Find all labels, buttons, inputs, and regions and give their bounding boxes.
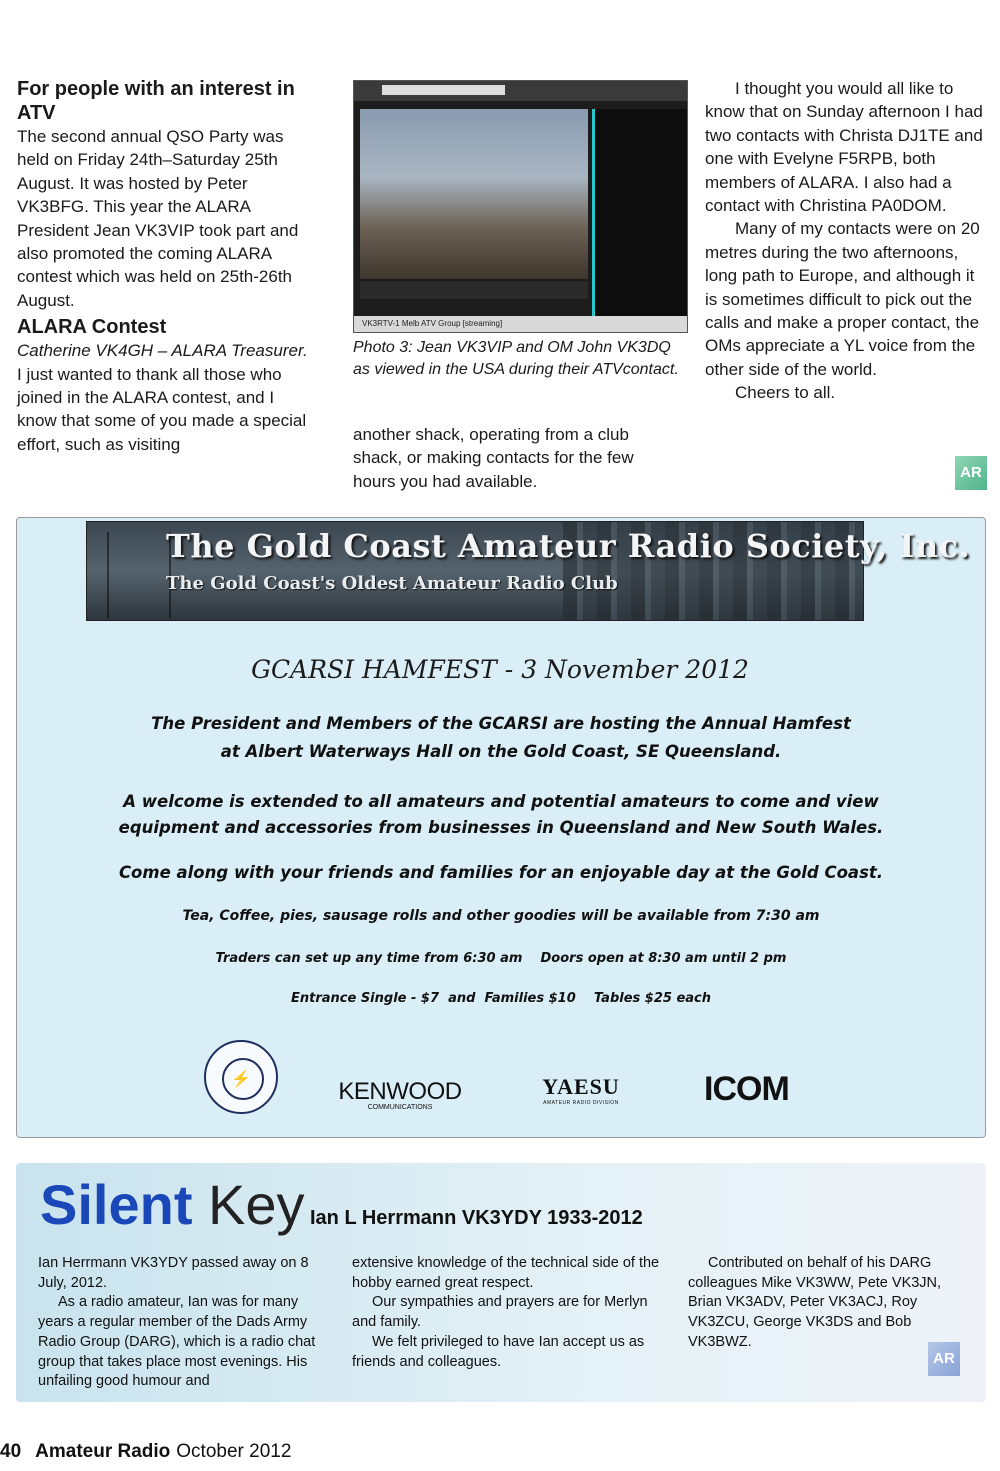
wia-logo: [204, 1040, 278, 1114]
hamfest-line-1b: at Albert Waterways Hall on the Gold Coast, SE Queensland.: [220, 742, 782, 761]
hamfest-line-2b: equipment and accessories from businesses in Queensland and New South Wales.: [118, 818, 884, 837]
silent-key-title-key: Key: [208, 1173, 305, 1236]
kenwood-logo-sub: COMMUNICATIONS: [367, 1104, 433, 1111]
silent-key-col2-p2: Our sympathies and prayers are for Merlyn and family.: [352, 1294, 648, 1331]
silent-key-col-1: [38, 1254, 328, 1392]
atv-stream-photo: [353, 80, 688, 333]
hamfest-line-4: Tea, Coffee, pies, sausage rolls and other goodies will be available from 7:30 am: [182, 908, 820, 924]
hamfest-line-2a: A welcome is extended to all amateurs and potential amateurs to come and view: [123, 792, 879, 811]
page-number: 40: [0, 1441, 22, 1462]
middle-column: [353, 423, 663, 493]
right-paragraph-2: Many of my contacts were on 20 metres during the two afternoons, long path to Europe, and although it is sometimes difficult to pick out the calls and make a proper contact, the OMs appreciate a YL voice from the other side of the world.: [705, 219, 980, 379]
right-paragraph-3: Cheers to all.: [735, 383, 836, 403]
video-frame: [360, 109, 588, 279]
alara-paragraph: I just wanted to thank all those who joined in the ALARA contest, and I know that some of you made a special effort, such as visiting: [17, 364, 307, 454]
alara-byline: Catherine VK4GH – ALARA Treasurer.: [17, 341, 308, 361]
middle-paragraph: another shack, operating from a club shack, or making contacts for the few hours you had available.: [353, 425, 634, 491]
left-column: [17, 77, 317, 456]
stream-status-bar: VK3RTV-1 Melb ATV Group [streaming]: [354, 316, 687, 332]
player-controls: [360, 281, 588, 299]
right-column: [705, 77, 990, 405]
browser-toolbar: [354, 81, 687, 101]
atv-heading: For people with an interest in ATV: [17, 78, 295, 124]
alara-contest-heading: ALARA Contest: [17, 316, 167, 339]
page-footer: [0, 1441, 291, 1463]
hamfest-line-1a: The President and Members of the GCARSI are hosting the Annual Hamfest: [151, 714, 851, 733]
silent-key-col2-p1: extensive knowledge of the technical side of the hobby earned great respect.: [352, 1255, 660, 1291]
issue-date: October 2012: [176, 1441, 292, 1462]
silent-key-col2-p3: We felt privileged to have Ian accept us as friends and colleagues.: [352, 1333, 645, 1370]
silent-key-col3-p1: Contributed on behalf of his DARG colleagues Mike VK3WW, Pete VK3JN, Brian VK3ADV, Peter VK3ACJ, Roy VK3ZCU, George VK3DS and Bob VK3BWZ.: [688, 1255, 942, 1350]
silent-key-col1-p1: Ian Herrmann VK3YDY passed away on 8 July, 2012.: [38, 1255, 309, 1291]
yaesu-logo: YAESU: [542, 1074, 620, 1099]
hamfest-line-6: Entrance Single - $7 and Families $10 Tables $25 each: [290, 991, 711, 1006]
photo-caption: Photo 3: Jean VK3VIP and OM John VK3DQ as viewed in the USA during their ATVcontact.: [353, 339, 679, 378]
silent-key-col1-p2: As a radio amateur, Ian was for many years a regular member of the Dads Army Radio Group (DARG), which is a radio chat group that takes place most evenings. His unfailing good humour and: [38, 1294, 316, 1390]
silent-key-title: [40, 1171, 305, 1239]
club-banner-title: The Gold Coast Amateur Radio Society, Inc.: [166, 527, 971, 565]
hamfest-title: GCARSI HAMFEST - 3 November 2012: [251, 655, 749, 684]
silent-key-title-silent: Silent: [40, 1173, 193, 1236]
silent-key-col-2: [352, 1254, 662, 1372]
silent-key-name: Ian L Herrmann VK3YDY 1933-2012: [310, 1207, 643, 1229]
silent-key-col-3: [688, 1254, 943, 1353]
hamfest-line-5: Traders can set up any time from 6:30 am Doors open at 8:30 am until 2 pm: [215, 951, 787, 966]
hamfest-line-3: Come along with your friends and families for an enjoyable day at the Gold Coast.: [118, 863, 884, 882]
atv-paragraph: The second annual QSO Party was held on Friday 24th–Saturday 25th August. It was hosted by Peter VK3BFG. This year the ALARA President Jean VK3VIP took part and also promoted the coming ALARA contest which was held on 25th-26th August.: [17, 127, 299, 310]
icom-logo: ICOM: [704, 1070, 789, 1108]
lightning-bolt-icon: ⚡: [231, 1071, 251, 1088]
right-paragraph-1: I thought you would all like to know that on Sunday afternoon I had two contacts with Christa DJ1TE and one with Evelyne F5RPB, both members of ALARA. I also had a contact with Christina PA0DOM.: [705, 79, 983, 216]
magazine-name: Amateur Radio: [35, 1441, 171, 1462]
address-bar: [382, 85, 505, 95]
ar-end-icon-silent-key: AR: [928, 1342, 960, 1376]
yaesu-logo-sub: AMATEUR RADIO DIVISION: [543, 1100, 619, 1106]
kenwood-logo: KENWOOD: [338, 1078, 462, 1105]
ar-end-icon: AR: [955, 456, 987, 490]
antenna-tower-icon: [107, 532, 171, 618]
club-banner-subtitle: The Gold Coast's Oldest Amateur Radio Club: [166, 573, 618, 594]
chat-panel: [592, 109, 687, 329]
